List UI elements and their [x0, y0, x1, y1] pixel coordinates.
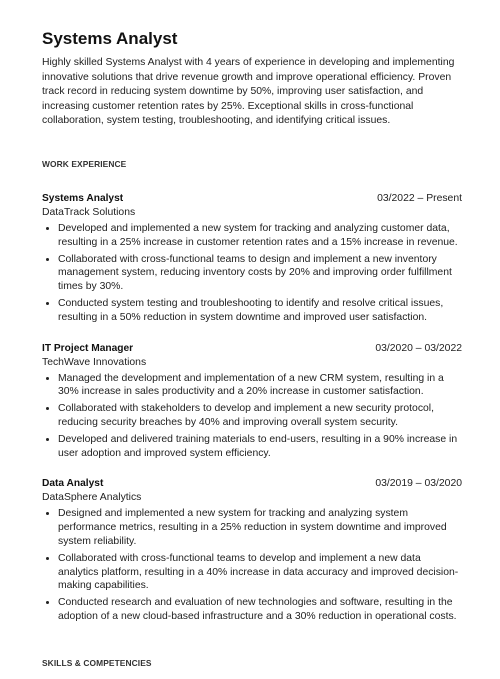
job-title: Systems Analyst	[42, 192, 124, 204]
job-header	[42, 193, 462, 204]
work-experience-heading: WORK EXPERIENCE	[42, 158, 127, 169]
job-list	[42, 193, 462, 624]
job-bullet: • Collaborated with cross-functional teams to develop and implement a new data analytics platform, resulting in a 40% increase in data accuracy and improved decision-making capabilities.	[58, 552, 462, 593]
job-bullet: • Conducted system testing and troubleshooting to identify and resolve critical issues, resulting in a 50% reduction in system downtime and improved user satisfaction.	[58, 297, 462, 325]
company-name: DataTrack Solutions	[42, 206, 136, 218]
job-bullet: • Collaborated with stakeholders to develop and implement a new security protocol, reducing security breaches by 40% and improving overall system security.	[58, 402, 462, 430]
job-entry	[42, 478, 462, 623]
job-bullet: • Developed and implemented a new system for tracking and analyzing customer data, resulting in a 25% increase in customer retention rates and a 15% increase in revenue.	[58, 222, 462, 250]
company-name: DataSphere Analytics	[42, 492, 142, 504]
job-title: Data Analyst	[42, 478, 104, 490]
skills-heading: SKILLS & COMPETENCIES	[42, 658, 152, 668]
job-bullet: • Managed the development and implementation of a new CRM system, resulting in a 30% increase in sales productivity and a 20% increase in customer satisfaction.	[58, 372, 462, 400]
job-header	[42, 343, 462, 354]
job-dates: 03/2022 – Present	[377, 192, 462, 204]
job-bullet: • Developed and delivered training materials to end-users, resulting in a 90% increase in user adoption and improved system efficiency.	[58, 433, 462, 461]
job-header	[42, 478, 462, 489]
job-dates: 03/2020 – 03/2022	[375, 342, 462, 354]
job-dates: 03/2019 – 03/2020	[375, 478, 462, 490]
job-title: IT Project Manager	[42, 342, 134, 354]
job-bullet: • Conducted research and evaluation of new technologies and software, resulting in the adoption of a new cloud-based infrastructure and a 30% reduction in operational costs.	[58, 596, 462, 624]
job-bullets	[42, 507, 462, 623]
job-entry	[42, 193, 462, 325]
company-name: TechWave Innovations	[42, 356, 147, 368]
resume-title: Systems Analyst	[42, 29, 178, 48]
summary-paragraph: Highly skilled Systems Analyst with 4 years of experience in developing and implementing innovative solutions that drive revenue growth and improve operational efficiency. Proven track record in reducing system downtime by 50%, improving user satisfaction, and increasing customer retention rates by 25%. Exceptional skills in cross-functional collaboration, system testing, troubleshooting, and identifying critical issues.	[42, 57, 455, 127]
job-bullet: • Collaborated with cross-functional teams to design and implement a new inventory management system, reducing inventory costs by 20% and improving order fulfillment times by 30%.	[58, 253, 462, 294]
job-bullet: • Designed and implemented a new system for tracking and analyzing system performance metrics, resulting in a 25% reduction in system downtime and improved system reliability.	[58, 507, 462, 548]
job-entry	[42, 343, 462, 461]
job-bullets	[42, 372, 462, 461]
job-bullets	[42, 222, 462, 325]
resume-page	[42, 28, 462, 668]
